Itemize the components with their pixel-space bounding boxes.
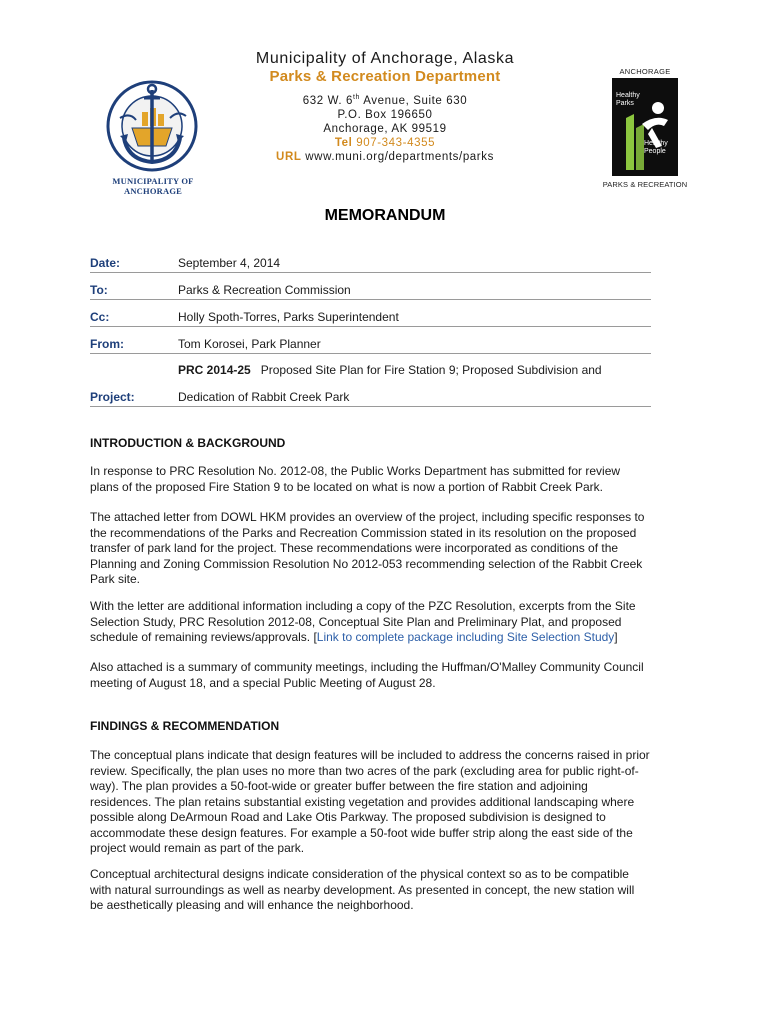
intro-heading: INTRODUCTION & BACKGROUND bbox=[90, 436, 286, 450]
text-line: The attached letter from DOWL HKM provides an overview of the project, including specific responses to bbox=[90, 510, 645, 524]
project-value: Dedication of Rabbit Creek Park bbox=[178, 390, 350, 404]
address-line-1-pre: 632 W. 6 bbox=[302, 94, 353, 107]
text-line: The conceptual plans indicate that design features will be included to address the concerns raised in prior bbox=[90, 748, 650, 762]
text-line: Selection Study, PRC Resolution 2012-08, Conceptual Site Plan and Preliminary Plat, and proposed bbox=[90, 614, 622, 629]
text-line: review. Specifically, the plan uses no more than two acres of the park (excluding area for public right-of- bbox=[90, 763, 639, 778]
date-label: Date: bbox=[90, 256, 121, 270]
memo-title: MEMORANDUM bbox=[324, 207, 446, 224]
prc-text: Proposed Site Plan for Fire Station 9; Proposed Subdivision and bbox=[260, 363, 602, 377]
to-label: To: bbox=[90, 283, 108, 297]
seal-caption-line2: ANCHORAGE bbox=[124, 186, 182, 196]
address-line-1-sup: th bbox=[353, 94, 361, 101]
text-line: way). The plan provides a 50-foot-wide or greater buffer between the fire station and adjoining bbox=[90, 779, 588, 793]
intro-paragraph-4 bbox=[90, 660, 680, 691]
logo-text-1b: Parks bbox=[616, 100, 634, 107]
text-line: residences. The plan retains substantial existing vegetation and provides additional landscaping where bbox=[90, 794, 635, 809]
logo-text-1a: Healthy bbox=[616, 92, 640, 99]
logo-text-healthy-people bbox=[644, 140, 668, 156]
header-title: Municipality of Anchorage, Alaska bbox=[255, 50, 515, 67]
intro-paragraph-3 bbox=[90, 599, 680, 646]
findings-paragraph-2 bbox=[90, 867, 680, 914]
logo-text-healthy-parks bbox=[616, 92, 640, 108]
prc-line bbox=[178, 363, 602, 377]
logo-text-2a: Healthy bbox=[644, 140, 668, 147]
tel-label: Tel bbox=[334, 137, 353, 149]
text-line: transfer of park land for the project. These recommendations were incorporated as conditions of the bbox=[90, 541, 619, 555]
date-value: September 4, 2014 bbox=[178, 256, 281, 270]
text-line: Conceptual architectural designs indicate consideration of the physical context so as to be compatible bbox=[90, 867, 629, 881]
text-line: the recommendations of the Parks and Recreation Commission stated in its resolution on the proposed bbox=[90, 525, 637, 540]
tel-value: 907-343-4355 bbox=[356, 137, 436, 149]
text-line: project would remain as part of the park. bbox=[90, 841, 305, 855]
text-line: In response to PRC Resolution No. 2012-08, the Public Works Department has submitted for review bbox=[90, 464, 621, 478]
text-line bbox=[90, 630, 680, 646]
text-line: Planning and Zoning Commission Resolution No 2012-053 recommending selection of the Rabbit Creek bbox=[90, 556, 643, 571]
text-fragment: schedule of remaining reviews/approvals. [ bbox=[90, 630, 317, 644]
divider bbox=[90, 299, 651, 300]
logo-top-text: ANCHORAGE bbox=[619, 67, 671, 76]
project-label: Project: bbox=[90, 390, 135, 404]
divider bbox=[90, 353, 651, 354]
to-value: Parks & Recreation Commission bbox=[178, 283, 351, 297]
url-label: URL bbox=[276, 151, 302, 163]
telephone-line bbox=[190, 137, 580, 149]
seal-caption-line1: MUNICIPALITY OF bbox=[112, 176, 194, 186]
findings-paragraph-1 bbox=[90, 748, 680, 857]
text-line: accommodate these design features. For example a 50-foot wide buffer strip along the east side of the bbox=[90, 825, 633, 840]
divider bbox=[90, 326, 651, 327]
text-line: with natural surroundings as well as nearby development. As presented in concept, the new station will bbox=[90, 882, 635, 897]
municipality-seal-logo bbox=[106, 80, 198, 172]
text-line: Also attached is a summary of community meetings, including the Huffman/O'Malley Community Council bbox=[90, 660, 644, 674]
divider bbox=[90, 406, 651, 407]
findings-heading: FINDINGS & RECOMMENDATION bbox=[90, 719, 280, 733]
from-value: Tom Korosei, Park Planner bbox=[178, 337, 321, 351]
cc-label: Cc: bbox=[90, 310, 110, 324]
logo-bottom-text: PARKS & RECREATION bbox=[602, 180, 688, 189]
cc-value: Holly Spoth-Torres, Parks Superintendent bbox=[178, 310, 399, 324]
logo-text-2b: People bbox=[644, 148, 666, 155]
text-line: plans of the proposed Fire Station 9 to be located on what is now a portion of Rabbit Creek Park. bbox=[90, 479, 603, 494]
healthy-parks-logo bbox=[612, 78, 678, 176]
text-line: With the letter are additional information including a copy of the PZC Resolution, excerpts from the Site bbox=[90, 599, 636, 613]
text-line: meeting of August 18, and a special Public Meeting of August 28. bbox=[90, 675, 436, 690]
address-line-3: Anchorage, AK 99519 bbox=[323, 123, 447, 135]
intro-paragraph-1 bbox=[90, 464, 680, 495]
address-line-2: P.O. Box 196650 bbox=[337, 109, 433, 121]
url-value[interactable]: www.muni.org/departments/parks bbox=[305, 151, 494, 163]
intro-paragraph-2 bbox=[90, 510, 680, 588]
address-line-1 bbox=[190, 94, 580, 107]
from-label: From: bbox=[90, 337, 124, 351]
address-line-1-post: Avenue, Suite 630 bbox=[360, 94, 468, 107]
url-line bbox=[190, 151, 580, 163]
divider bbox=[90, 272, 651, 273]
site-selection-study-link[interactable]: Link to complete package including Site Selection Study bbox=[316, 630, 615, 644]
department-name: Parks & Recreation Department bbox=[269, 68, 501, 85]
text-line: possible along DeArmoun Road and Lake Otis Parkway. The proposed subdivision is designed to bbox=[90, 810, 606, 824]
text-line: be aesthetically pleasing and will enhance the neighborhood. bbox=[90, 898, 414, 912]
prc-number: PRC 2014-25 bbox=[178, 363, 251, 377]
text-fragment: ] bbox=[614, 630, 618, 644]
text-line: Park site. bbox=[90, 572, 141, 586]
seal-caption bbox=[100, 176, 206, 196]
